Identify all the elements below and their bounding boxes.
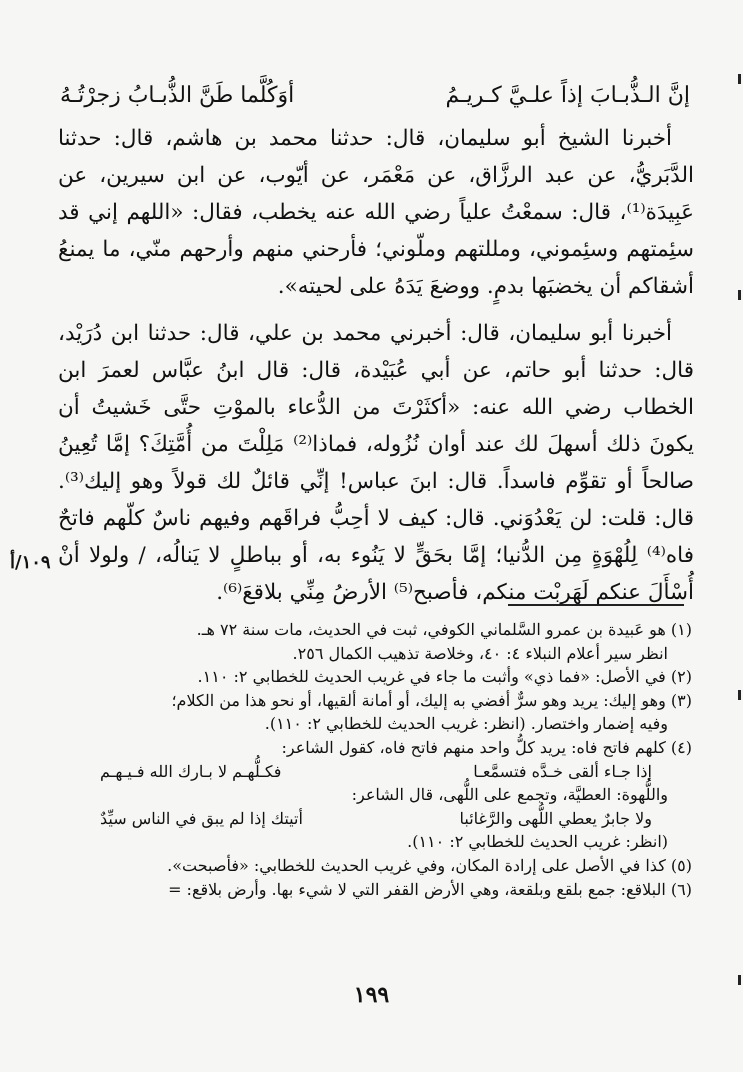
paragraph-narration-ali: [58, 120, 694, 305]
footnote-3-continued: وفيه إضمار واختصار. (انظر: غريب الحديث للخطابي ٢: ١١٠).: [264, 714, 668, 734]
footnote-5: (٥) كذا في الأصل على إرادة المكان، وفي غريب الحديث للخطابي: «فأصبحت».: [167, 855, 692, 875]
edge-mark: [738, 690, 741, 700]
footnote-4-verse-1-second: إذا جـاء ألقى خـدَّه فتسمَّعـا: [473, 761, 652, 781]
verse-hemistich-second: إنَّ الـذُّبـابَ إذاً علـيَّ كـريـمُ: [445, 83, 690, 108]
footnote-4-reference: (انظر: غريب الحديث للخطابي ٢: ١١٠).: [407, 832, 668, 852]
page-number: ١٩٩: [353, 982, 390, 1008]
manuscript-folio-reference: ١٠٩/أ: [10, 552, 51, 573]
footnote-4-verse-2-first: أتيتك إذا لم يبق في الناس سيِّدٌ: [100, 808, 303, 828]
paragraph-narration-ibn-abbas: [58, 315, 694, 611]
footnote-4-verse-1: [60, 760, 692, 784]
footnote-4-continued: واللُّهوة: العطيَّة، وتجمع على اللُّهى، قال الشاعر:: [351, 785, 668, 805]
edge-mark: [738, 74, 741, 84]
footnote-1: (١) هو عَبيدة بن عمرو السَّلماني الكوفي، ثبت في الحديث، مات سنة ٧٢ هـ.: [196, 620, 692, 639]
footnote-1-continued: انظر سير أعلام النبلاء ٤: ٤٠، وخلاصة تذهيب الكمال ٢٥٦.: [292, 643, 668, 663]
footnote-4-verse-1-first: فكـلُّهـم لا بـارك الله فـيـهـم: [100, 761, 282, 781]
footnote-4-verse-2-second: ولا جابرٌ يعطي اللُّهى والرَّغائبا: [459, 808, 652, 828]
footnotes: [60, 618, 692, 901]
footnote-2: (٢) في الأصل: «فما ذي» وأثبت ما جاء في غريب الحديث للخطابي ٢: ١١٠.: [197, 667, 692, 687]
verse-hemistich-first: أوَكُلَّما طَنَّ الذُّبـابُ زجرْتُـهُ: [60, 83, 295, 108]
footnote-6: (٦) البلاقع: جمع بلقع وبلقعة، وهي الأرض القفر التي لا شيء بها. وأرض بلاقع: =: [168, 879, 692, 899]
footnote-3: (٣) وهو إليك: يريد وهو سرٌّ أفضي به إليك، أو أمانة ألقيها، أو نحو هذا من الكلام؛: [171, 690, 692, 710]
poetry-verse: [60, 76, 690, 116]
footnote-separator: [508, 604, 684, 606]
footnote-4: (٤) كلهم فاتح فاه: يريد كلُّ واحد منهم فاتح فاه، كقول الشاعر:: [281, 737, 692, 757]
paragraph-1-text: أخبرنا الشيخ أبو سليمان، قال: حدثنا محمد بن هاشم، قال: حدثنا الدَّبَريُّ، عن عبد الرزَّاق، عن مَعْمَر، عن أيّوب، عن ابن سيرين، عن عَبِيدَة⁽¹⁾، قال: سمعْتُ علياً رضي الله عنه يخطب، فقال: «اللهم إني قد سئِمتهم وسئِموني، ومللتهم وملّوني؛ فأرحني منهم وأرحهم منّي، ما يمنعُ أشقاكم أن يخضبَها بدمٍ. ووضعَ يَدَهُ على لحيته».: [58, 126, 694, 299]
paragraph-2-text: أخبرنا أبو سليمان، قال: أخبرني محمد بن علي، قال: حدثنا ابن دُرَيْد، قال: حدثنا أبو حاتم، عن أبي عُبَيْدة، قال: قال ابنُ عبَّاس لعمرَ ابن الخطاب رضي الله عنه: «أكثَرْتَ من الدُّعاء بالموْتِ حتَّى خَشيتُ أن يكونَ ذلك أسهلَ لك عند أوان نُزُوله، فماذا⁽²⁾ مَلِلْتَ من أُمَّتِكَ؟ إمَّا تُعِينُ صالحاً أو تقوِّم فاسداً. قال: ابنَ عباس! إنِّي قائلٌ لك قولاً وهو إليك⁽³⁾. قال: قلت: لن يَعْدُوَني. قال: كيف لا أحِبُّ فراقَهم وفيهم ناسٌ كلّهم فاتحٌ فاه⁽⁴⁾ لِلُهْوَةٍ مِن الدُّنيا؛ إمَّا بحَقٍّ لا يَنُوء به، أو بباطلٍ لا يَنالُه، / ولولا أنْ أُسْأَلَ عنكم لَهَربْت منكم، فأصبح⁽⁵⁾ الأرضُ مِنِّي بلاقعَ⁽⁶⁾.: [58, 321, 694, 605]
edge-mark: [738, 975, 741, 985]
edge-mark: [738, 290, 741, 300]
footnote-4-verse-2: [60, 807, 692, 831]
main-text: [58, 120, 694, 611]
